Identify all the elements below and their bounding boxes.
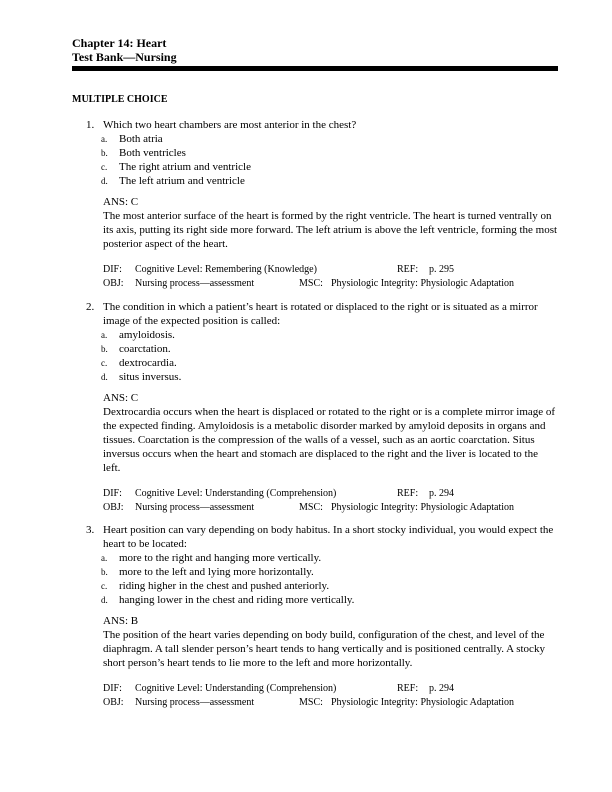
choice-letter: c. (101, 358, 108, 368)
question-stem-row (72, 118, 558, 132)
question-stem-row (72, 523, 558, 551)
dif-label: DIF: (103, 264, 122, 275)
msc-value: Physiologic Integrity: Physiologic Adaptation (331, 502, 515, 513)
meta-row-dif (103, 263, 558, 277)
choice-b (72, 146, 558, 160)
choice-list (72, 132, 558, 188)
choice-letter: b. (101, 567, 108, 577)
obj-label: OBJ: (103, 697, 124, 708)
question-number: 1. (86, 119, 95, 131)
meta-row-dif (103, 487, 558, 501)
question-metadata (72, 263, 558, 291)
question-1 (72, 118, 558, 291)
choice-text: situs inversus. (119, 371, 182, 383)
meta-row-obj (103, 277, 558, 291)
question-stem: Heart position can vary depending on body habitus. In a short stocky individual, you would expect the heart to be located: (103, 524, 554, 550)
choice-letter: b. (101, 148, 108, 158)
choice-letter: c. (101, 581, 108, 591)
question-stem-row (72, 300, 558, 328)
ref-label: REF: (397, 264, 419, 275)
obj-value: Nursing process—assessment (135, 502, 255, 513)
choice-letter: a. (101, 553, 108, 563)
answer-rationale: Dextrocardia occurs when the heart is displaced or rotated to the right or is a complete mirror image of the expected finding. Amyloidosis is a metabolic disorder marked by amyloid deposits in organs and tissues. Coarctation is the compression of the walls of a vessel, such as an aortic coarctation. Situs inversus occurs when the heart and stomach are displaced to the right and the liver is located to the left. (103, 406, 556, 474)
answer-block (72, 614, 558, 670)
section-title: MULTIPLE CHOICE (72, 94, 168, 105)
dif-label: DIF: (103, 683, 122, 694)
msc-label: MSC: (299, 697, 323, 708)
question-3 (72, 523, 558, 710)
choice-list (72, 551, 558, 607)
choice-letter: a. (101, 134, 108, 144)
answer-key: ANS: C (103, 196, 139, 208)
choice-text: The right atrium and ventricle (119, 161, 251, 173)
choice-letter: d. (101, 372, 108, 382)
choice-d (72, 370, 558, 384)
dif-value: Cognitive Level: Remembering (Knowledge) (135, 264, 317, 275)
obj-label: OBJ: (103, 502, 124, 513)
obj-value: Nursing process—assessment (135, 278, 255, 289)
ref-label: REF: (397, 488, 419, 499)
choice-b (72, 565, 558, 579)
msc-value: Physiologic Integrity: Physiologic Adaptation (331, 278, 515, 289)
choice-letter: d. (101, 176, 108, 186)
choice-a (72, 132, 558, 146)
document-subtitle: Test Bank—Nursing (72, 50, 177, 64)
choice-text: more to the left and lying more horizontally. (119, 566, 314, 578)
obj-label: OBJ: (103, 278, 124, 289)
choice-c (72, 356, 558, 370)
choice-d (72, 593, 558, 607)
question-stem: The condition in which a patient’s heart is rotated or displaced to the right or is situated as a mirror image of the expected position is called: (103, 301, 538, 327)
choice-text: dextrocardia. (119, 357, 177, 369)
choice-a (72, 328, 558, 342)
question-metadata (72, 487, 558, 515)
document-header (72, 36, 177, 64)
dif-value: Cognitive Level: Understanding (Comprehension) (135, 488, 337, 499)
choice-text: coarctation. (119, 343, 171, 355)
choice-list (72, 328, 558, 384)
choice-text: more to the right and hanging more vertically. (119, 552, 322, 564)
msc-label: MSC: (299, 278, 323, 289)
answer-key: ANS: B (103, 615, 139, 627)
choice-letter: a. (101, 330, 108, 340)
choice-text: The left atrium and ventricle (119, 175, 245, 187)
ref-value: p. 295 (429, 264, 454, 275)
answer-key: ANS: C (103, 392, 139, 404)
question-metadata (72, 682, 558, 710)
ref-value: p. 294 (429, 683, 454, 694)
dif-value: Cognitive Level: Understanding (Comprehension) (135, 683, 337, 694)
choice-letter: b. (101, 344, 108, 354)
choice-text: hanging lower in the chest and riding more vertically. (119, 594, 355, 606)
header-rule (72, 66, 558, 71)
choice-c (72, 160, 558, 174)
choice-text: amyloidosis. (119, 329, 175, 341)
answer-rationale: The most anterior surface of the heart is formed by the right ventricle. The heart is turned ventrally on its axis, putting its right side more forward. The left atrium is above the left ventricle, forming the most posterior aspect of the heart. (103, 210, 558, 250)
answer-block (72, 195, 558, 251)
meta-row-dif (103, 682, 558, 696)
ref-label: REF: (397, 683, 419, 694)
obj-value: Nursing process—assessment (135, 697, 255, 708)
choice-c (72, 579, 558, 593)
answer-rationale: The position of the heart varies depending on body build, configuration of the chest, and level of the diaphragm. A tall slender person’s heart tends to hang vertically and is positioned centrally. A stocky short person’s heart tends to lie more to the left and more horizontally. (103, 629, 545, 669)
choice-text: Both atria (119, 133, 163, 145)
dif-label: DIF: (103, 488, 122, 499)
choice-text: riding higher in the chest and pushed anteriorly. (119, 580, 330, 592)
question-2 (72, 300, 558, 515)
choice-b (72, 342, 558, 356)
meta-row-obj (103, 696, 558, 710)
choice-d (72, 174, 558, 188)
question-stem: Which two heart chambers are most anterior in the chest? (103, 119, 357, 131)
choice-letter: c. (101, 162, 108, 172)
choice-a (72, 551, 558, 565)
ref-value: p. 294 (429, 488, 454, 499)
chapter-title: Chapter 14: Heart (72, 36, 167, 50)
question-number: 2. (86, 301, 95, 313)
answer-block (72, 391, 558, 475)
choice-text: Both ventricles (119, 147, 186, 159)
choice-letter: d. (101, 595, 108, 605)
question-number: 3. (86, 524, 95, 536)
msc-value: Physiologic Integrity: Physiologic Adaptation (331, 697, 515, 708)
msc-label: MSC: (299, 502, 323, 513)
meta-row-obj (103, 501, 558, 515)
